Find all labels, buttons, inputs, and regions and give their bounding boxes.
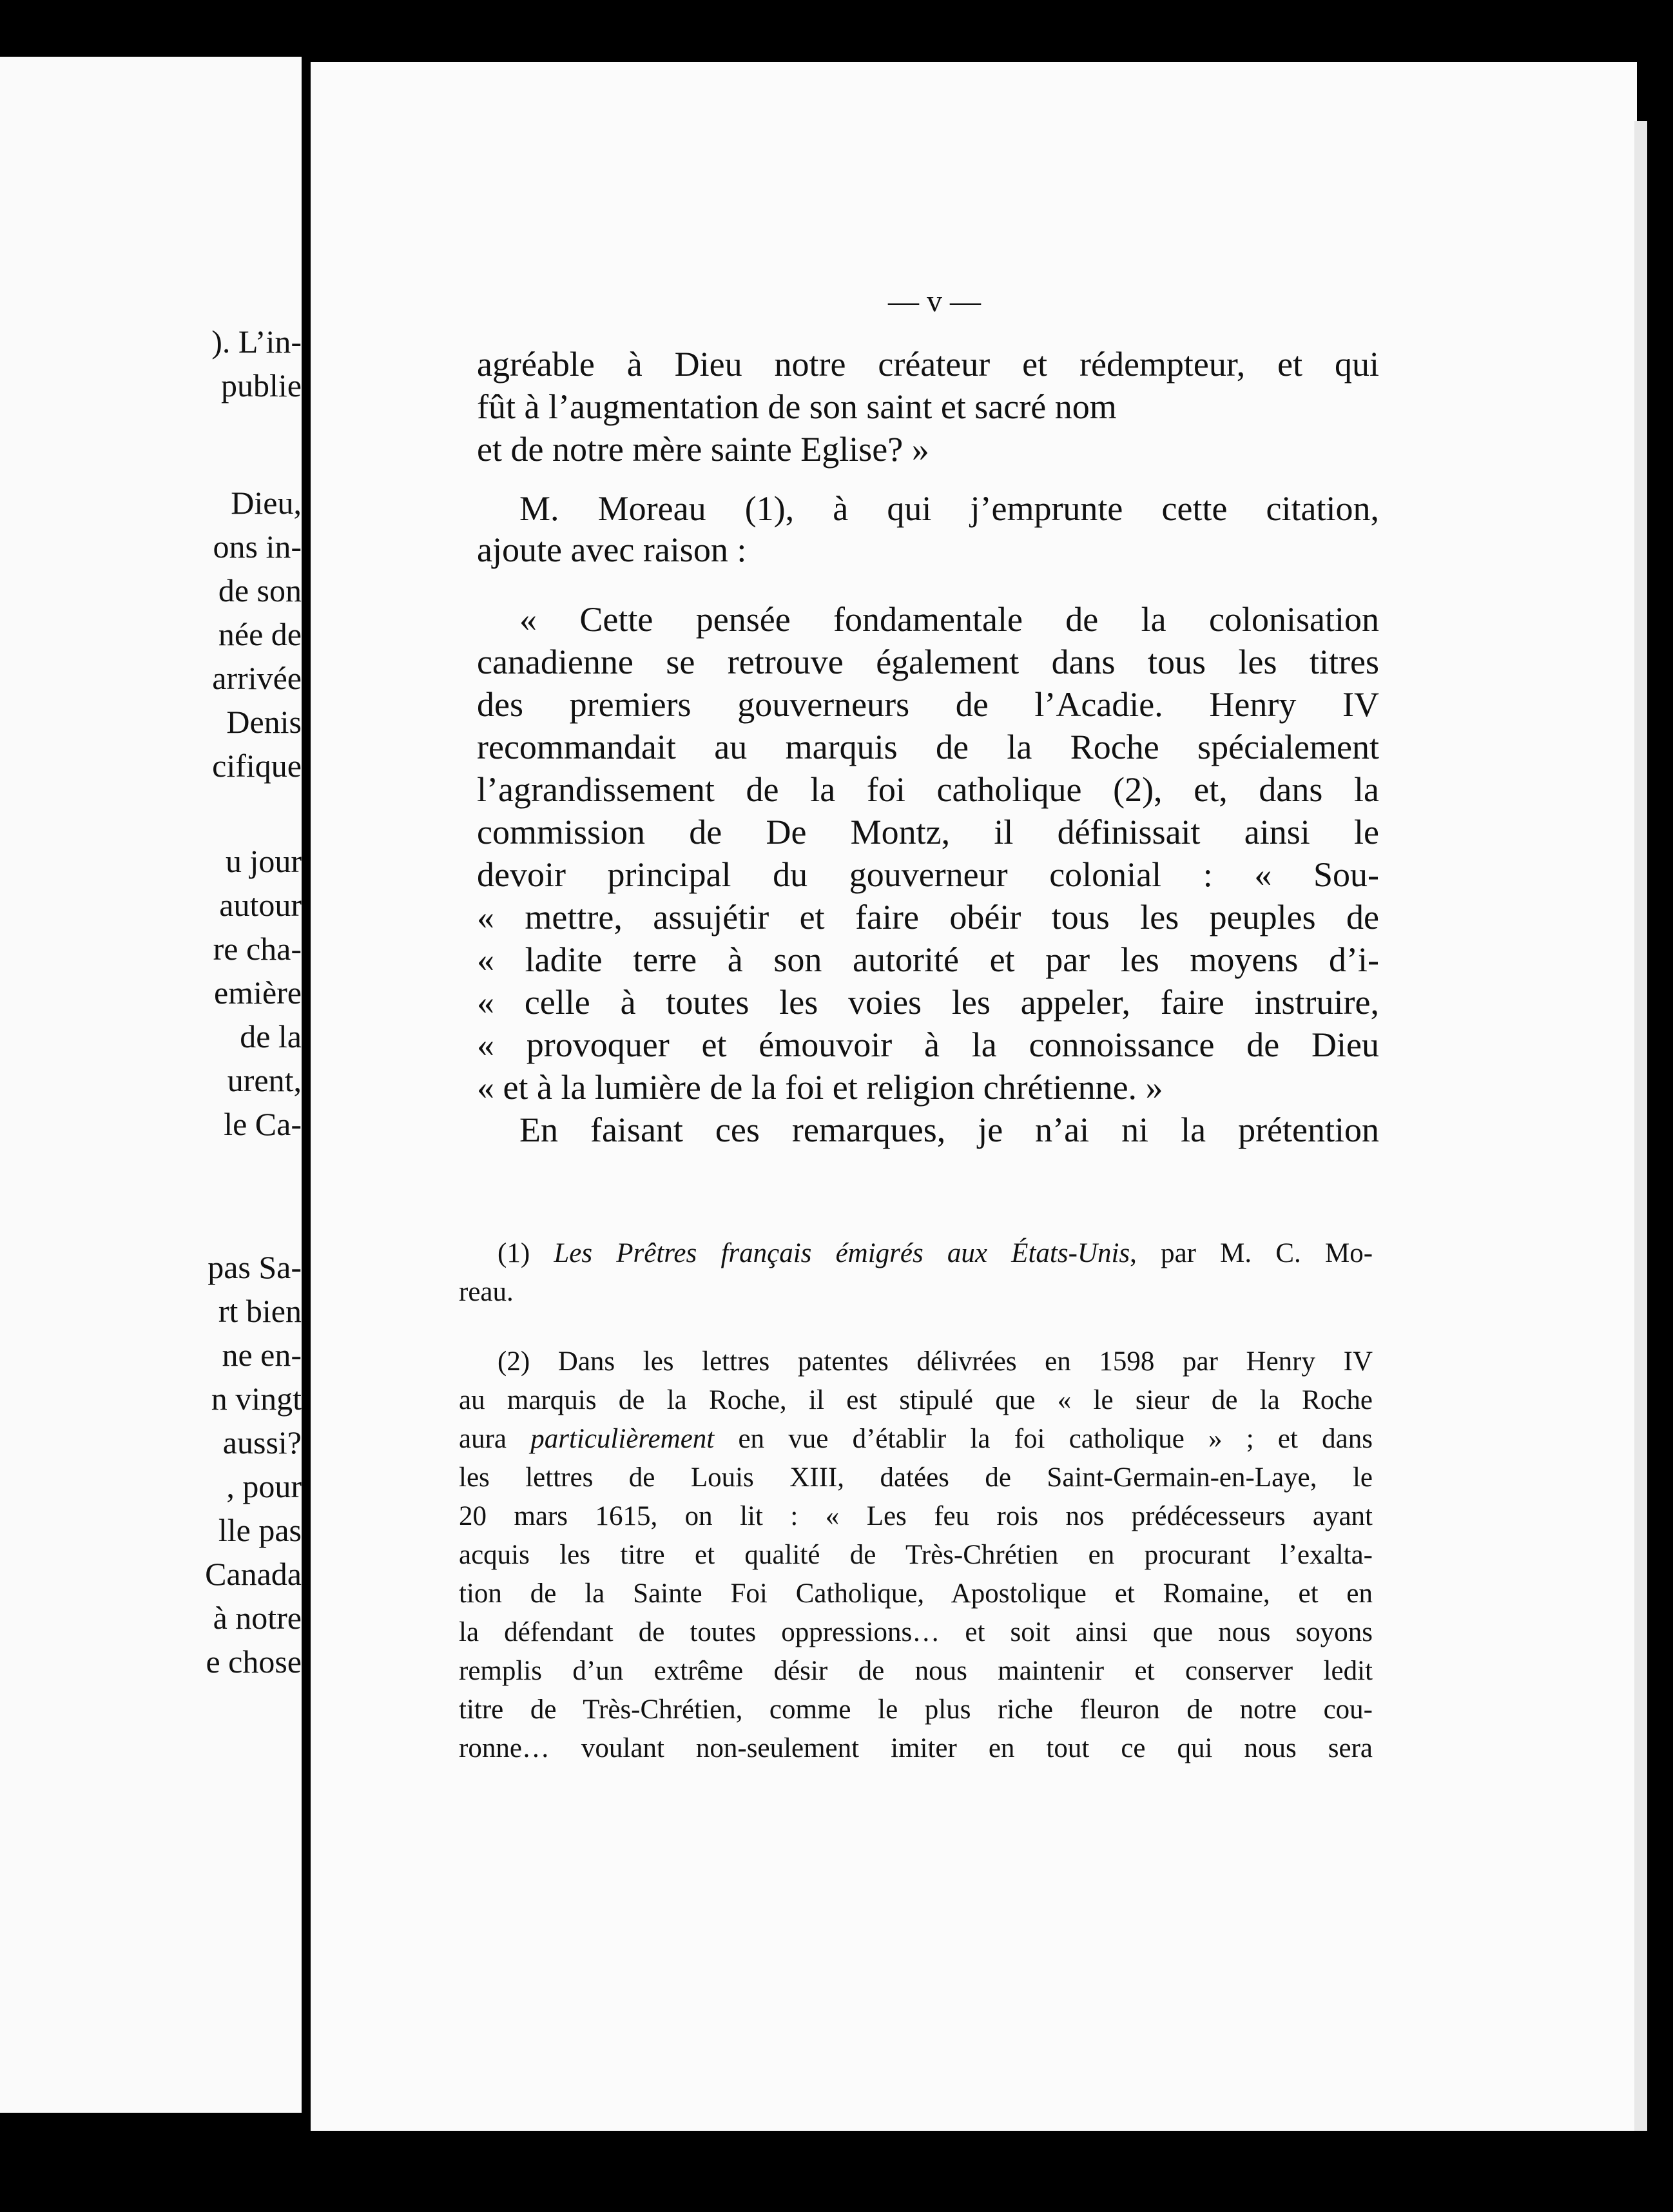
footnote-title: Les Prêtres français émigrés aux États-Unis [554,1238,1130,1268]
page-number: — v — [888,284,981,318]
left-page-line: lle pas [218,1512,302,1548]
body-line: canadienne se retrouve également dans tous les titres [477,643,1379,681]
left-page-line: Denis [226,704,302,740]
body-line: fût à l’augmentation de son saint et sacré nom [477,387,1117,426]
footnote-line [459,1423,1373,1455]
footnote-emphasis: particulièrement [530,1424,715,1454]
page-edge [1634,121,1647,2131]
left-page-line: rt bien [218,1293,302,1329]
body-line: En faisant ces remarques, je n’ai ni la prétention [519,1111,1379,1149]
left-page-line: n vingt [211,1381,302,1417]
body-line: « mettre, assujétir et faire obéir tous les peuples de [477,898,1379,936]
left-page-line: pas Sa- [208,1249,302,1285]
body-line: « ladite terre à son autorité et par les moyens d’i- [477,940,1379,979]
body-line: « celle à toutes les voies les appeler, faire instruire, [477,983,1379,1022]
body-line: « Cette pensée fondamentale de la colonisation [519,600,1379,639]
left-page-line: aussi? [222,1424,302,1460]
left-page-line: de la [240,1018,302,1054]
footnote-text: aura [459,1424,531,1454]
body-line: M. Moreau (1), à qui j’emprunte cette citation, [519,489,1379,528]
footnote-1 [498,1237,1373,1269]
footnote-line: au marquis de la Roche, il est stipulé que « le sieur de la Roche [459,1385,1373,1415]
footnote-line: 20 mars 1615, on lit : « Les feu rois nos prédécesseurs ayant [459,1501,1373,1531]
body-line: agréable à Dieu notre créateur et rédempteur, et qui [477,345,1379,383]
footnote-marker: (1) [498,1238,530,1268]
footnote-line: reau. [459,1277,514,1307]
left-page-line: à notre [213,1600,302,1636]
footnote-line: tion de la Sainte Foi Catholique, Apostolique et Romaine, et en [459,1578,1373,1609]
left-page-line: urent, [227,1062,302,1098]
footnote-line: la défendant de toutes oppressions… et soit ainsi que nous soyons [459,1617,1373,1647]
body-line: ajoute avec raison : [477,530,747,569]
left-page-line: Dieu, [231,485,302,521]
left-page-line: , pour [226,1468,302,1504]
left-page-line: cifique [212,748,302,784]
footnote-line: remplis d’un extrême désir de nous maintenir et conserver ledit [459,1656,1373,1686]
footnote-line: titre de Très-Chrétien, comme le plus riche fleuron de notre cou- [459,1694,1373,1725]
body-line: et de notre mère sainte Eglise? » [477,430,929,469]
left-page-line: ne en- [222,1337,302,1373]
footnote-text: en vue d’établir la foi catholique » ; et dans [714,1424,1373,1454]
book-gutter [302,57,311,2113]
body-line: devoir principal du gouverneur colonial : « Sou- [477,855,1379,894]
body-line: « provoquer et émouvoir à la connoissance de Dieu [477,1025,1379,1064]
footnote-line: les lettres de Louis XIII, datées de Saint-Germain-en-Laye, le [459,1462,1373,1493]
body-line: recommandait au marquis de la Roche spécialement [477,728,1379,766]
left-page-line: arrivée [212,660,302,696]
footnote-line: (2) Dans les lettres patentes délivrées en 1598 par Henry IV [498,1346,1373,1377]
footnote-line: ronne… voulant non-seulement imiter en tout ce qui nous sera [459,1733,1373,1763]
left-page [0,57,302,2113]
left-page-line: emière [213,975,302,1011]
left-page-line: de son [218,572,302,608]
body-line: commission de De Montz, il définissait ainsi le [477,813,1379,851]
left-page-line: u jour [225,843,302,879]
left-page-line: le Ca- [224,1106,302,1142]
left-page-line: Canada [205,1556,302,1592]
footnote-line: acquis les titre et qualité de Très-Chrétien en procurant l’exalta- [459,1540,1373,1570]
left-page-line: ons in- [213,529,302,565]
body-line: des premiers gouverneurs de l’Acadie. Henry IV [477,685,1379,724]
body-line: l’agrandissement de la foi catholique (2), et, dans la [477,770,1379,809]
left-page-line: née de [218,616,302,652]
left-page-line: re cha- [213,931,302,967]
left-page-line: publie [221,367,302,403]
left-page-line: e chose [206,1644,302,1680]
left-page-line: ). L’in- [211,324,302,360]
body-line: « et à la lumière de la foi et religion chrétienne. » [477,1068,1163,1107]
footnote-text: , par M. C. Mo- [1130,1238,1373,1268]
left-page-line: autour [219,887,302,923]
